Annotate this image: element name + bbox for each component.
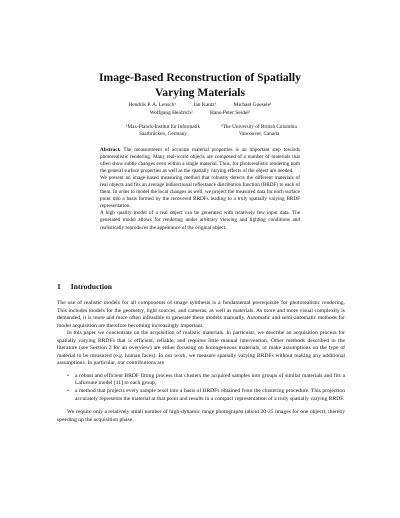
abstract [100, 147, 300, 232]
section-number: 1 [57, 282, 61, 291]
author-name: Hendrik P. A. Lensch¹ [128, 102, 176, 108]
contribution-list [57, 373, 345, 403]
abstract-paragraph-2: We present an image-based measuring method that robustly detects the different materials of real objects and fits an average bidirectional reflectance distribution function (BRDF) to each of them. In order to model the local changes as well, we project the measured data for each surface point into a basis formed by the recovered BRDFs leading to a truly spatially varying BRDF representation. [100, 175, 300, 210]
bullet-icon: • [67, 372, 69, 379]
title-line-1: Image-Based Reconstruction of Spatially [99, 71, 301, 84]
list-item-text: a method that projects every sample texel into a basis of BRDFs obtained from the clustering procedure. This projection accurately represents the material at that point and results in a compact representation of a truly spatially varying BRDF. [75, 388, 345, 402]
section-title: Introduction [70, 282, 113, 291]
intro-paragraph-1: The use of realistic models for all components of image synthesis is a fundamental prerequisite for photorealistic rendering. This includes models for the geometry, light sources, and cameras, as well as materials. As more and more visual complexity is demanded, it is more and more often infeasible to generate these models manually. Automatic and semi-automatic methods for model acquisition are therefore becoming increasingly important. [57, 300, 345, 329]
bullet-icon: • [67, 388, 69, 395]
title-line-2: Varying Materials [154, 86, 246, 99]
author-list [70, 101, 330, 117]
list-item-text: a robust and efficient BRDF fitting process that clusters the acquired samples into groups of similar materials and fits a Lafortune model [11] to each group, [75, 372, 345, 387]
paper-title [60, 70, 340, 100]
list-item [67, 372, 345, 388]
list-item [67, 388, 345, 403]
abstract-label: Abstract. [100, 147, 121, 153]
affiliation-2: ²The University of British Columbia Vancouver, Canada [221, 124, 297, 137]
author-name: Wolfgang Heidrich² [149, 110, 193, 116]
abstract-paragraph-3: A high quality model of a real object can be generated with relatively few input data. The generated model allows for rendering under arbitrary viewing and lighting conditions and realistically reproduces the appearance of the original object. [100, 210, 300, 231]
author-name: Jan Kautz¹ [193, 102, 217, 108]
author-name: Hans-Peter Seidel¹ [209, 110, 251, 116]
intro-paragraph-3: We require only a relatively small number of high-dynamic range photographs (about 20-25 images for one object), thereby speeding up the acquisition phase. [57, 409, 345, 423]
author-row-1 [70, 101, 330, 109]
section-heading [57, 282, 112, 291]
author-name: Michael Goesele¹ [233, 102, 272, 108]
abstract-text-1: The measurement of accurate material properties is an important step towards photorealistic rendering. Many real-world objects are composed of a number of materials that often show subtle changes even within a single material. Thus, for photorealistic rendering both the general surface properties as well as the spatially varying effects of the object are needed. [100, 147, 301, 175]
author-row-2 [70, 109, 330, 117]
intro-paragraph-2: In this paper we concentrate on the acquisition of realistic materials. In particular, we describe an acquisition process for spatially varying BRDFs that is efficient, reliable, and requires little manual intervention. Other methods described in the literature (see Section 2 for an overview) are either focusing on homogeneous materials, or make assumptions on the type of material to be measured (e.g. human faces). In our work, we measure spatially varying BRDFs without making any additional assumptions. In particular, our contributions are [57, 330, 345, 367]
section-body [57, 300, 345, 424]
affiliation-1: ¹Max-Planck-Institut für Informatik Saarbrücken, Germany [125, 124, 201, 137]
abstract-paragraph-1 [100, 147, 300, 175]
